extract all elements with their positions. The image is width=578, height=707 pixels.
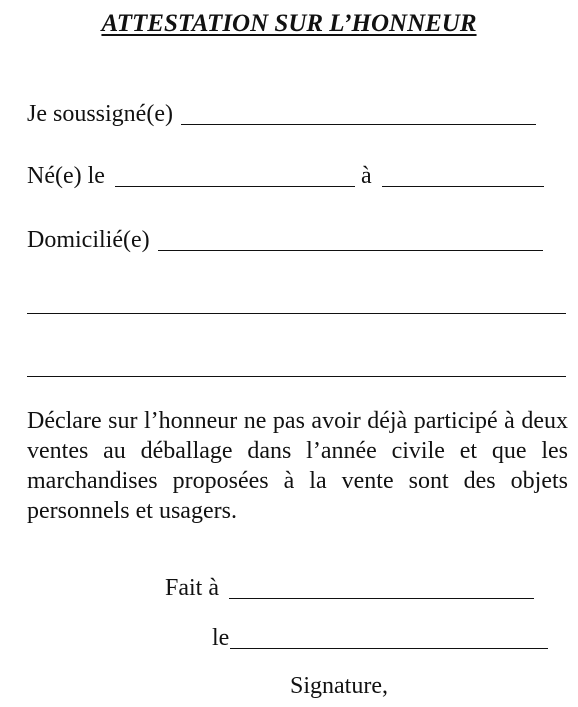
signature-label: Signature, — [290, 673, 388, 699]
undersigned-row — [27, 98, 536, 128]
born-at-label: à — [360, 163, 372, 189]
date-row — [212, 622, 548, 652]
address-line-2[interactable] — [27, 313, 566, 314]
undersigned-field[interactable] — [181, 102, 536, 125]
birth-date-field[interactable] — [115, 164, 355, 187]
address-line-3[interactable] — [27, 376, 566, 377]
date-field[interactable] — [230, 626, 548, 649]
made-at-row — [165, 572, 534, 602]
domiciled-label: Domicilié(e) — [27, 227, 150, 253]
document-title: ATTESTATION SUR L’HONNEUR — [101, 10, 477, 37]
born-on-label: Né(e) le — [27, 163, 105, 189]
declaration-paragraph: Déclare sur l’honneur ne pas avoir déjà participé à deux ventes au déballage dans l’année civile et que les marchandises proposées à la vente sont des objets personnels et usagers. — [27, 408, 568, 524]
domicile-row — [27, 224, 543, 254]
birth-row — [27, 160, 544, 190]
made-at-label: Fait à — [165, 575, 219, 601]
made-at-field[interactable] — [229, 576, 534, 599]
signature-row — [290, 670, 388, 700]
birth-place-field[interactable] — [382, 164, 544, 187]
domicile-field[interactable] — [158, 228, 543, 251]
undersigned-label: Je soussigné(e) — [27, 101, 173, 127]
date-label: le — [212, 625, 230, 651]
